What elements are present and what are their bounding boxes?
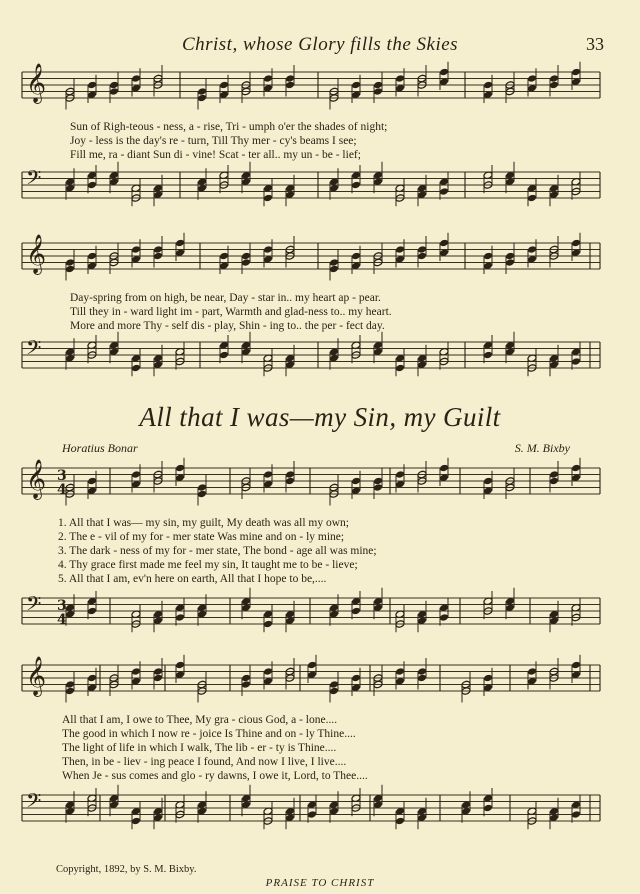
hymn1-s2-verse3: More and more Thy - self dis - play, Shin - ing to.. the per - fect day. [70, 320, 385, 332]
note-head [417, 252, 427, 261]
note-head [65, 265, 75, 274]
hymn2-s2-verse4: Then, in be - liev - ing peace I found, And now I live, I live.... [62, 756, 347, 768]
note-head [505, 258, 515, 267]
treble-clef-icon: 𝄞 [26, 459, 47, 499]
treble-clef-icon: 𝄞 [26, 234, 47, 274]
note-head [87, 477, 97, 486]
note-head [329, 265, 339, 274]
note-head [65, 258, 75, 267]
note-head [175, 464, 185, 473]
section-footer: PRAISE TO CHRIST [265, 877, 375, 889]
note-head [505, 252, 515, 261]
note-head [373, 477, 383, 486]
note-head [241, 680, 251, 689]
note-head [153, 674, 163, 683]
note-head [549, 81, 559, 90]
treble-clef-icon: 𝄞 [26, 656, 47, 696]
hymn2-s2-verse5: When Je - sus comes and glo - ry dawns, I owe it, Lord, to Thee.... [62, 770, 368, 782]
hymn1-s2-verse2: Till they in - ward light im - part, Warmth and glad-ness to.. my heart. [70, 306, 392, 318]
note-head [351, 477, 361, 486]
bass-clef-icon: 𝄢 [26, 166, 42, 194]
note-head [263, 245, 273, 254]
note-head [395, 817, 405, 826]
note-head [131, 74, 141, 83]
note-head [395, 470, 405, 479]
note-head [329, 680, 339, 689]
note-head [87, 607, 97, 616]
note-head [395, 245, 405, 254]
note-head [549, 477, 559, 486]
note-head [87, 81, 97, 90]
hymn2-s1-verse1: 1. All that I was— my sin, my guilt, My death was all my own; [58, 517, 349, 529]
author: Horatius Bonar [62, 441, 138, 455]
note-head [285, 477, 295, 486]
note-head [571, 810, 581, 819]
page-number: 33 [586, 34, 604, 54]
note-head [351, 674, 361, 683]
note-head [527, 245, 537, 254]
note-head [65, 680, 75, 689]
note-head [373, 81, 383, 90]
note-head [395, 74, 405, 83]
note-head [373, 87, 383, 96]
note-head [241, 252, 251, 261]
hymn2-s1-verse5: 5. All that I am, ev'n here on earth, All that I hope to be,.... [58, 573, 327, 585]
note-head [571, 464, 581, 473]
note-head [373, 483, 383, 492]
note-head [263, 470, 273, 479]
note-head [571, 239, 581, 248]
note-head [241, 674, 251, 683]
hymn2-s1-verse3: 3. The dark - ness of my for - mer state, The bond - age all was mine; [58, 545, 377, 557]
note-head [263, 620, 273, 629]
note-head [571, 357, 581, 366]
time-signature-top: 3 [57, 598, 67, 614]
note-head [175, 613, 185, 622]
hymn1-s2-verse1: Day-spring from on high, be near, Day - star in.. my heart ap - pear. [70, 292, 381, 304]
note-head [439, 187, 449, 196]
note-head [109, 87, 119, 96]
note-head [439, 613, 449, 622]
hymn2-s2-verse3: The light of life in which I walk, The lib - er - ty is Thine.... [62, 742, 337, 754]
note-head [65, 687, 75, 696]
note-head [131, 364, 141, 373]
note-head [417, 667, 427, 676]
note-head [307, 661, 317, 670]
note-head [439, 68, 449, 77]
note-head [285, 81, 295, 90]
hymn2-s2-verse1: All that I am, I owe to Thee, My gra - cious God, a - lone.... [62, 714, 338, 726]
note-head [219, 81, 229, 90]
note-head [527, 74, 537, 83]
running-title: Christ, whose Glory fills the Skies [181, 34, 459, 55]
note-head [153, 667, 163, 676]
note-head [351, 81, 361, 90]
note-head [351, 252, 361, 261]
note-head [351, 607, 361, 616]
note-head [131, 667, 141, 676]
hymn-title: All that I was—my Sin, my Guilt [139, 402, 501, 432]
time-signature-top: 3 [57, 468, 67, 484]
note-head [395, 364, 405, 373]
note-head [483, 477, 493, 486]
hymn1-s1-verse1: Sun of Righ-teous - ness, a - rise, Tri - umph o'er the shades of night; [70, 121, 388, 133]
bass-clef-icon: 𝄢 [26, 789, 42, 817]
bass-clef-icon: 𝄢 [26, 592, 42, 620]
copyright-notice: Copyright, 1892, by S. M. Bixby. [56, 864, 197, 875]
note-head [241, 258, 251, 267]
note-head [197, 94, 207, 103]
note-head [153, 245, 163, 254]
note-head [197, 490, 207, 499]
note-head [439, 239, 449, 248]
note-head [131, 470, 141, 479]
hymn2-s1-verse4: 4. Thy grace first made me feel my sin, It taught me to be - lieve; [58, 559, 358, 571]
note-head [527, 667, 537, 676]
hymn1-s1-verse3: Fill me, ra - diant Sun di - vine! Scat - ter all.. my un - be - lief; [70, 149, 361, 161]
note-head [571, 661, 581, 670]
bass-clef-icon: 𝄢 [26, 336, 42, 364]
time-signature-bottom: 4 [57, 612, 67, 628]
note-head [483, 81, 493, 90]
hymn1-s1-verse2: Joy - less is the day's re - turn, Till Thy mer - cy's beams I see; [70, 135, 357, 147]
note-head [571, 68, 581, 77]
note-head [549, 470, 559, 479]
note-head [87, 252, 97, 261]
note-head [549, 74, 559, 83]
note-head [417, 674, 427, 683]
note-head [483, 351, 493, 360]
note-head [263, 194, 273, 203]
note-head [87, 181, 97, 190]
note-head [329, 687, 339, 696]
hymn2-s2-verse2: The good in which I now re - joice Is Thine and on - ly Thine.... [62, 728, 356, 740]
note-head [263, 74, 273, 83]
note-head [483, 674, 493, 683]
note-head [417, 245, 427, 254]
note-head [527, 194, 537, 203]
note-head [351, 181, 361, 190]
note-head [483, 252, 493, 261]
note-head [175, 239, 185, 248]
hymn2-s1-verse2: 2. The e - vil of my for - mer state Was mine and on - ly mine; [58, 531, 345, 543]
note-head [329, 258, 339, 267]
note-head [395, 667, 405, 676]
note-head [219, 351, 229, 360]
note-head [87, 674, 97, 683]
note-head [285, 74, 295, 83]
note-head [197, 483, 207, 492]
note-head [263, 667, 273, 676]
note-head [153, 252, 163, 261]
note-head [131, 245, 141, 254]
note-head [439, 464, 449, 473]
composer: S. M. Bixby [514, 441, 570, 455]
note-head [483, 804, 493, 813]
note-head [307, 810, 317, 819]
note-head [285, 470, 295, 479]
treble-clef-icon: 𝄞 [26, 63, 47, 103]
note-head [197, 87, 207, 96]
note-head [219, 252, 229, 261]
note-head [131, 817, 141, 826]
time-signature-bottom: 4 [57, 482, 67, 498]
note-head [109, 81, 119, 90]
note-head [175, 661, 185, 670]
